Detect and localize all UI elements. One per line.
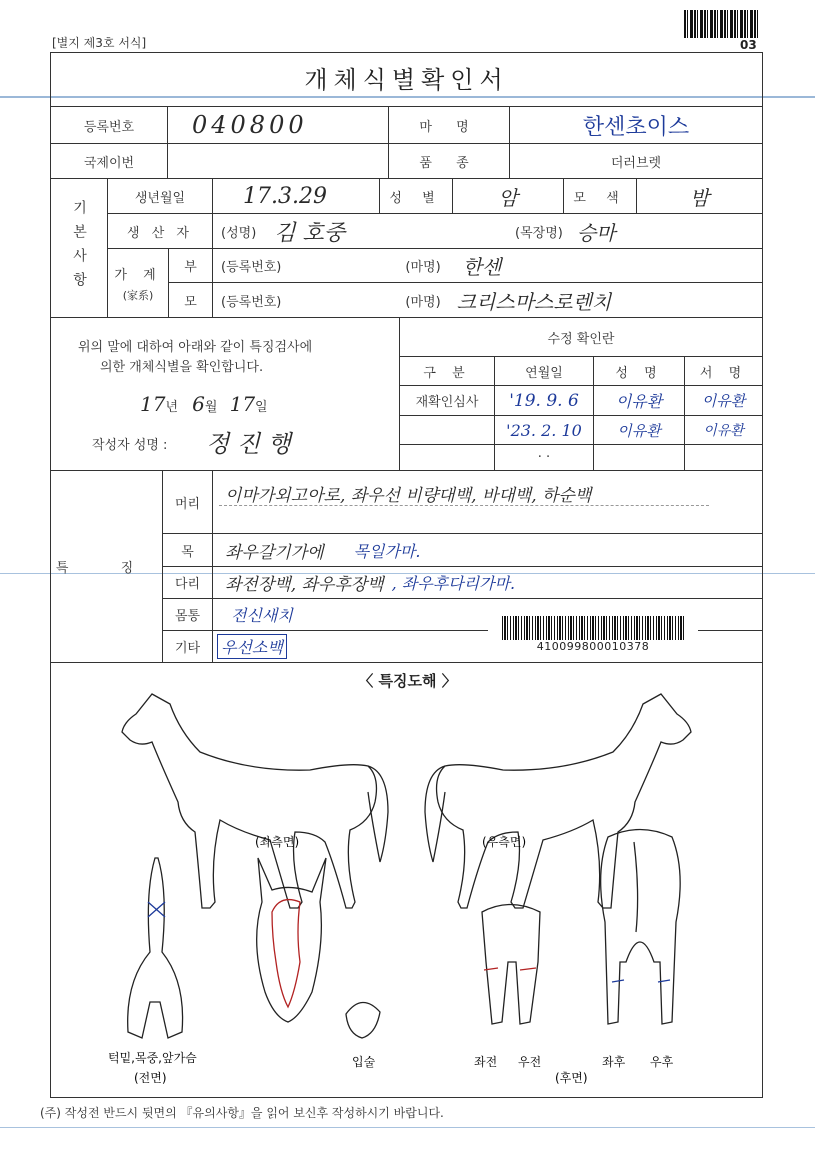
features-label: 특 징 — [50, 470, 163, 663]
page-title: 개체식별확인서 — [304, 65, 509, 94]
rev-header-name: 성 명 — [593, 356, 685, 386]
lh-label: 좌후 — [602, 1055, 626, 1069]
face-view — [257, 858, 326, 1022]
sticker-barcode — [488, 612, 698, 656]
dam-label: 모 — [168, 282, 213, 318]
breeder-cell — [212, 213, 763, 249]
page-number: 03 — [740, 38, 757, 52]
rev-header-date: 연월일 — [494, 356, 594, 386]
farm-label: (목장명) — [515, 225, 563, 241]
scan-line — [0, 1127, 815, 1128]
front-caption-2: (전면) — [134, 1071, 167, 1085]
reg-value: 040800 — [167, 106, 389, 144]
sire-cell: (등록번호) (마명) 한센 — [212, 248, 763, 283]
sire-name: 한센 — [462, 255, 502, 279]
front-caption-1: 턱밑,목중,앞가슴 — [108, 1051, 197, 1065]
farm-value: 승마 — [576, 220, 616, 245]
dam-cell: (등록번호) (마명) 크리스마스로렌치 — [212, 282, 763, 318]
dob-label: 생년월일 — [107, 178, 213, 214]
barcode-number: 410099800010378 — [536, 640, 650, 653]
view-right-label: (우측면) — [482, 835, 527, 849]
lf-label: 좌전 — [474, 1055, 498, 1069]
intl-value — [167, 143, 389, 179]
feature-body-value: 전신새치 — [212, 598, 763, 631]
rear-view — [601, 830, 681, 1025]
feature-leg-value: 좌전장백, 좌우후장백 , 좌우후다리가마. — [212, 566, 763, 599]
rev-row-1-type: 재확인심사 — [399, 385, 495, 416]
rev-row-3-date: · · — [494, 444, 594, 471]
horse-diagram — [50, 662, 763, 1098]
breed-value: 더러브렛 — [509, 143, 763, 179]
lineage-label: 가 계 (家系) — [107, 248, 169, 318]
rev-row-3-name — [593, 444, 685, 471]
rev-row-1-sign: 이유환 — [684, 385, 763, 416]
reg-label: 등록번호 — [50, 106, 168, 144]
rev-row-3-type — [399, 444, 495, 471]
feature-head-underline — [219, 505, 709, 506]
rh-label: 우후 — [650, 1055, 674, 1069]
diagram-title: 〈 특징도해 〉 — [358, 672, 457, 690]
top-barcode — [684, 10, 760, 38]
dob-value: 17.3.29 — [212, 178, 380, 214]
rev-row-1-date: '19. 9. 6 — [494, 385, 594, 416]
footnote: (주) 작성전 반드시 뒷면의 『유의사항』을 읽어 보신후 작성하시기 바랍니다. — [40, 1106, 444, 1120]
color-value: 밤 — [636, 178, 763, 214]
lip-label: 입술 — [352, 1055, 376, 1069]
feature-head-value: 이마가외고아로, 좌우선 비량대백, 바대백, 하순백 — [212, 470, 763, 534]
breeder-name-value: 김 호중 — [274, 220, 346, 246]
feature-other-label: 기타 — [162, 630, 213, 663]
sex-label: 성 별 — [379, 178, 453, 214]
rev-row-2-date: '23. 2. 10 — [494, 415, 594, 445]
name-label: 마 명 — [388, 106, 510, 144]
rev-header-sign: 서 명 — [684, 356, 763, 386]
rev-row-2-sign: 이유환 — [684, 415, 763, 445]
revision-title: 수정 확인란 — [399, 317, 763, 357]
rev-row-3-sign — [684, 444, 763, 471]
lip-view — [346, 1002, 380, 1038]
intl-label: 국제이번 — [50, 143, 168, 179]
feature-head-label: 머리 — [162, 470, 213, 534]
breeder-name-label: (성명) — [221, 225, 257, 241]
dam-name: 크리스마스로렌치 — [456, 289, 612, 314]
right-side-horse — [425, 694, 691, 908]
breed-label: 품 종 — [388, 143, 510, 179]
feature-neck-label: 목 — [162, 533, 213, 567]
form-tag: [별지 제3호 서식] — [52, 36, 147, 50]
view-left-label: (좌측면) — [255, 835, 300, 849]
confirm-text-1: 위의 말에 대하여 아래와 같이 특징검사에 — [78, 340, 313, 355]
sire-label: 부 — [168, 248, 213, 283]
writer-label: 작성자 성명 : — [92, 438, 168, 453]
writer-value: 정 진 행 — [206, 430, 291, 458]
sex-value: 암 — [452, 178, 564, 214]
name-value: 한센초이스 — [509, 106, 763, 144]
color-label: 모 색 — [563, 178, 637, 214]
front-neck-view — [128, 858, 183, 1038]
basic-section-label: 기본사항 — [50, 178, 108, 318]
rev-header-type: 구 분 — [399, 356, 495, 386]
rear-view-label: (후면) — [555, 1071, 588, 1085]
rev-row-1-name: 이유환 — [593, 385, 685, 416]
feature-body-label: 몸통 — [162, 598, 213, 631]
feature-neck-value: 좌우갈기가에 목일가마. — [212, 533, 763, 567]
rev-row-2-type — [399, 415, 495, 445]
rev-row-2-name: 이유환 — [593, 415, 685, 445]
breeder-label: 생 산 자 — [107, 213, 213, 249]
feature-other-value: 우선소백 — [212, 630, 763, 663]
confirm-date: 17년 6월 17일 — [140, 392, 268, 416]
rf-label: 우전 — [518, 1055, 542, 1069]
confirm-text-2: 의한 개체식별을 확인합니다. — [100, 360, 264, 375]
feature-leg-label: 다리 — [162, 566, 213, 599]
front-legs-view — [482, 905, 540, 1025]
